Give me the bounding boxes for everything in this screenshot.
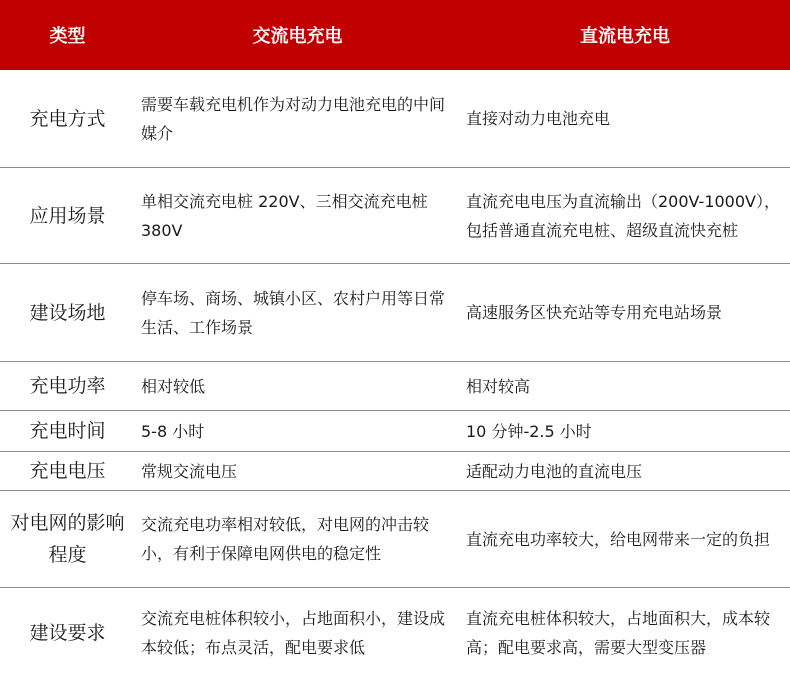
row-dc: 高速服务区快充站等专用充电站场景 [460,264,790,362]
table-row [0,411,790,452]
row-type: 充电功率 [0,362,135,411]
row-ac: 停车场、商场、城镇小区、农村户用等日常生活、工作场景 [135,264,460,362]
row-type: 建设要求 [0,588,135,678]
table-row [0,491,790,588]
row-type: 充电时间 [0,411,135,452]
row-type: 充电电压 [0,452,135,491]
table-row [0,362,790,411]
row-type: 对电网的影响程度 [0,491,135,588]
row-type: 充电方式 [0,70,135,168]
row-dc: 直流充电桩体积较大，占地面积大，成本较高；配电要求高，需要大型变压器 [460,588,790,678]
row-dc: 直流充电功率较大，给电网带来一定的负担 [460,491,790,588]
table-body [0,70,790,678]
row-ac: 5-8 小时 [135,411,460,452]
row-type: 应用场景 [0,168,135,264]
table-row [0,588,790,678]
table-header [0,0,790,70]
header-dc: 直流电充电 [460,0,790,70]
header-ac: 交流电充电 [135,0,460,70]
table-row [0,452,790,491]
table-row [0,264,790,362]
row-ac: 交流充电桩体积较小，占地面积小，建设成本较低；布点灵活，配电要求低 [135,588,460,678]
row-ac: 需要车载充电机作为对动力电池充电的中间媒介 [135,70,460,168]
table-row [0,70,790,168]
table-row [0,168,790,264]
row-ac: 相对较低 [135,362,460,411]
header-type: 类型 [0,0,135,70]
row-ac: 单相交流充电桩 220V、三相交流充电桩 380V [135,168,460,264]
row-ac: 交流充电功率相对较低，对电网的冲击较小，有利于保障电网供电的稳定性 [135,491,460,588]
row-dc: 直接对动力电池充电 [460,70,790,168]
row-ac: 常规交流电压 [135,452,460,491]
row-dc: 相对较高 [460,362,790,411]
row-dc: 适配动力电池的直流电压 [460,452,790,491]
row-type: 建设场地 [0,264,135,362]
header-row [0,0,790,70]
row-dc: 直流充电电压为直流输出（200V-1000V），包括普通直流充电桩、超级直流快充桩 [460,168,790,264]
row-dc: 10 分钟-2.5 小时 [460,411,790,452]
